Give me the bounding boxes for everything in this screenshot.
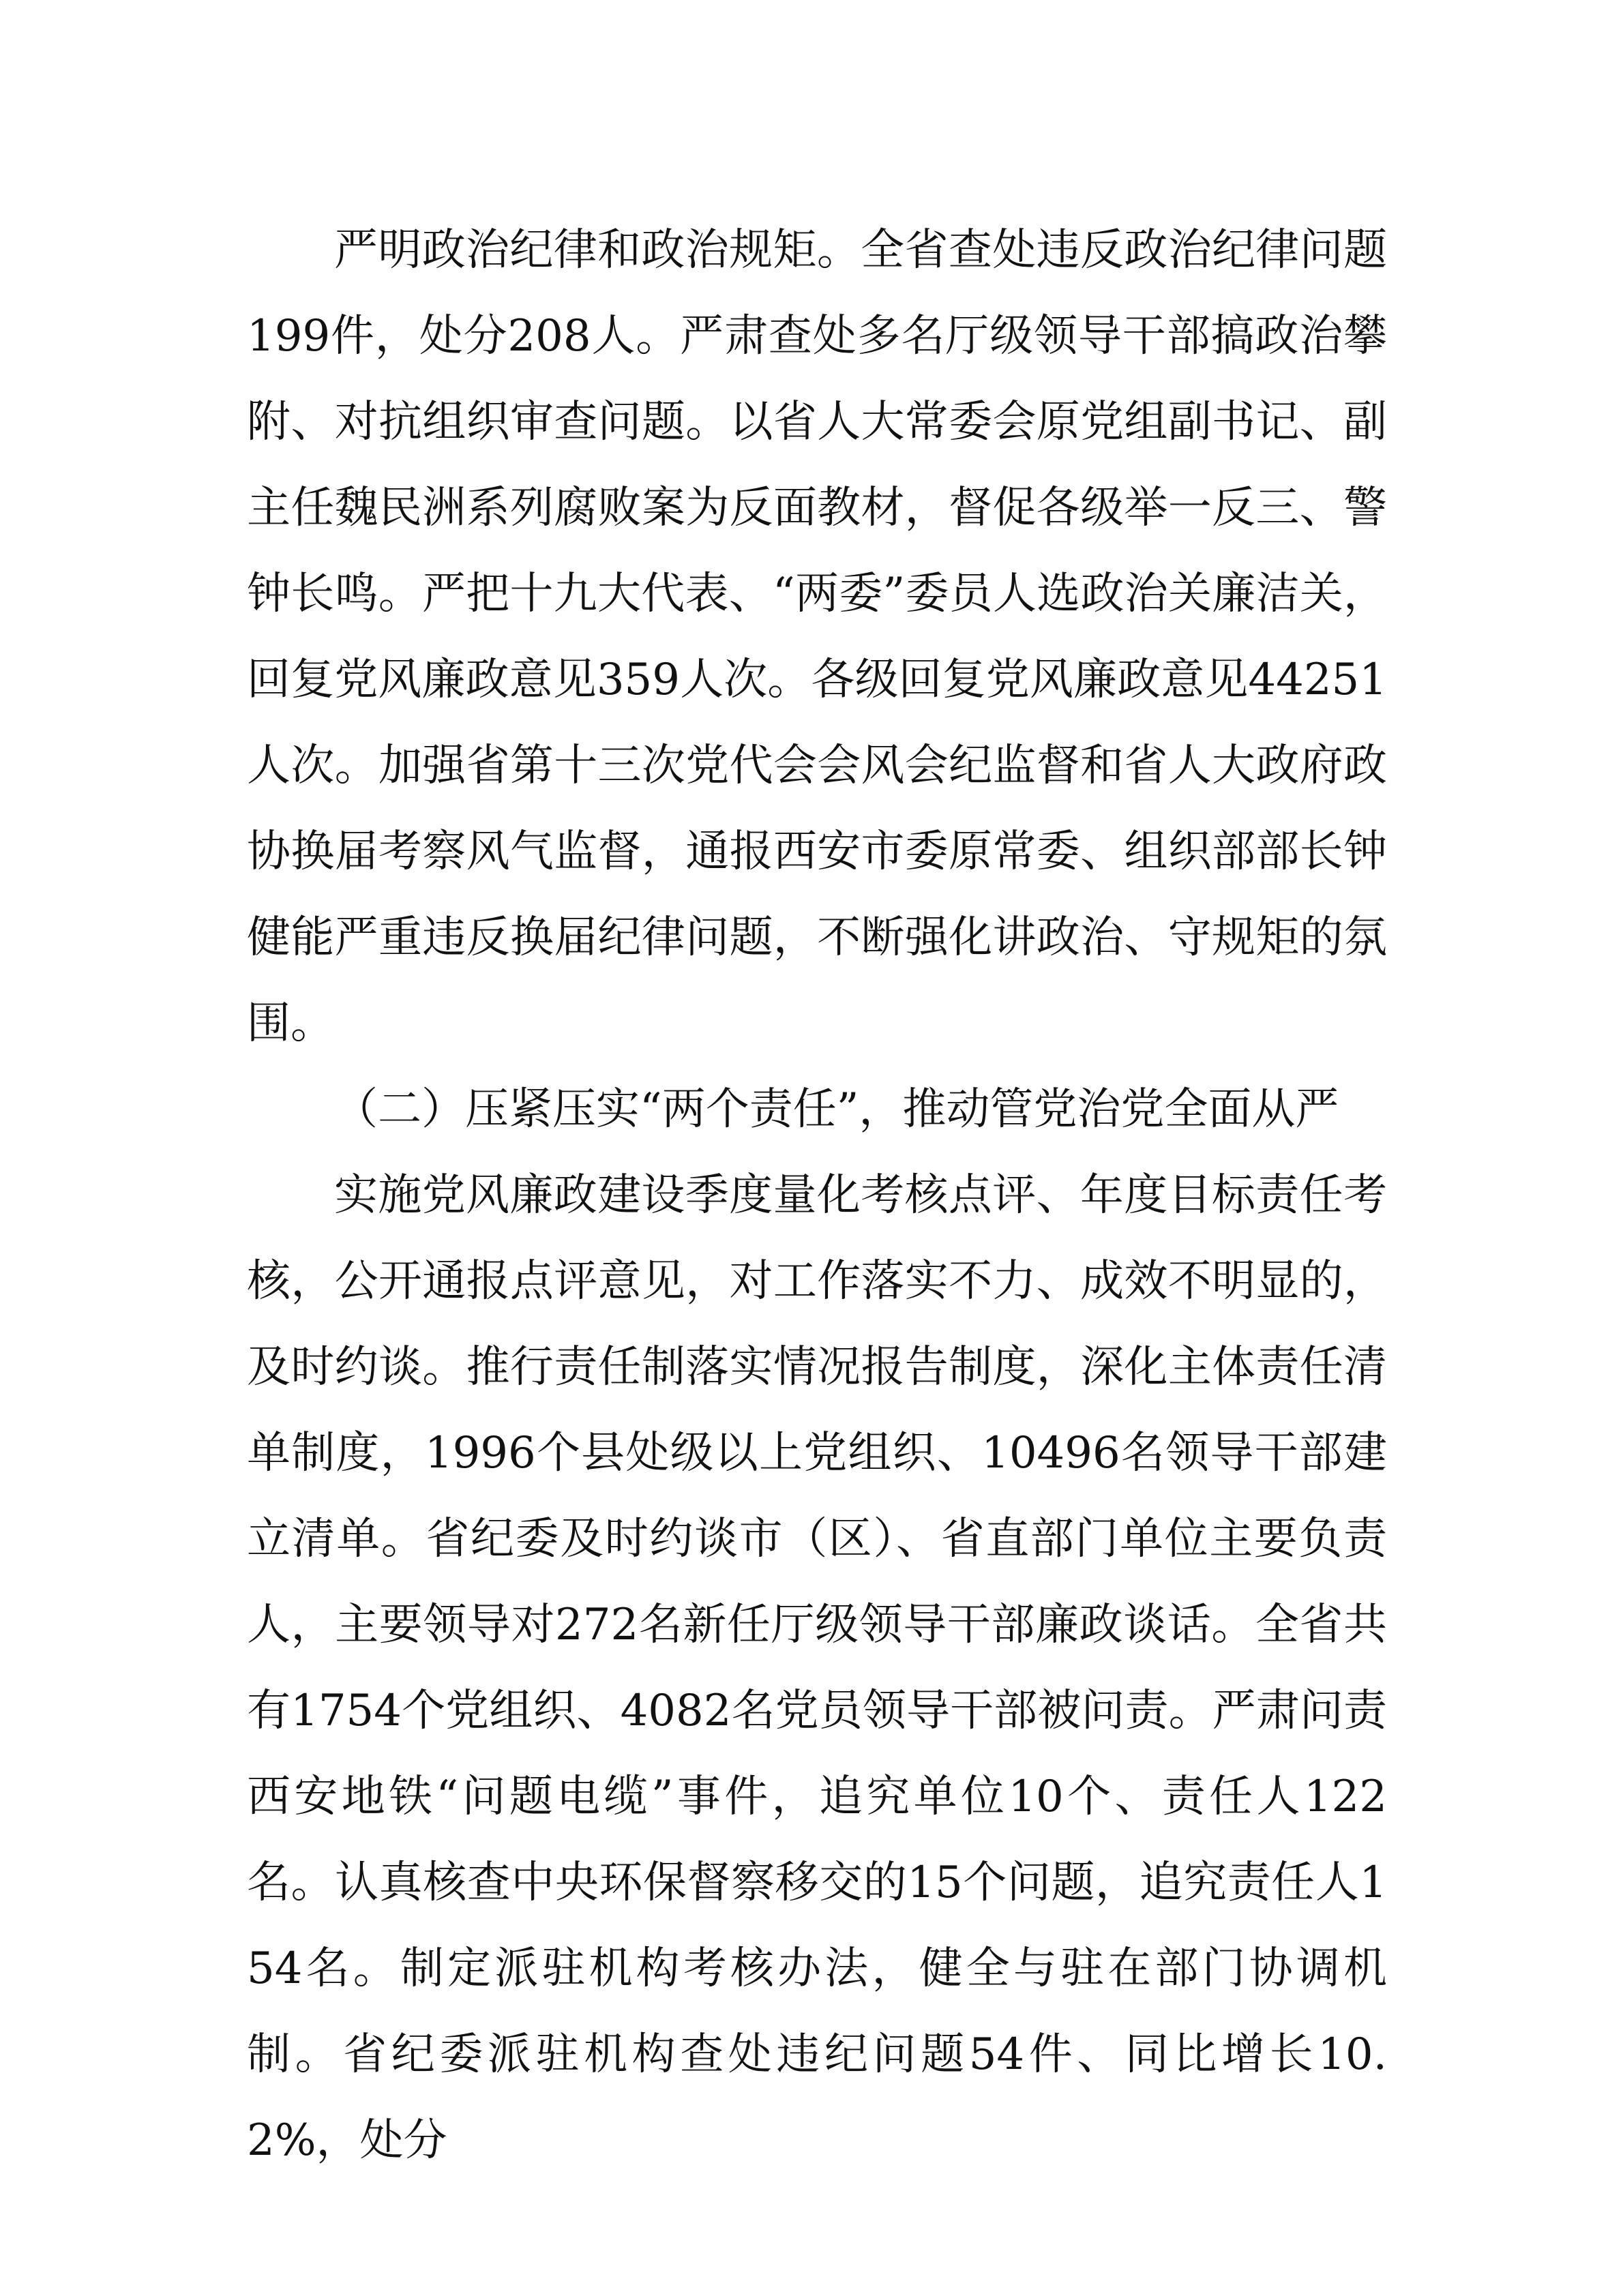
section-heading: （二）压紧压实“两个责任”，推动管党治党全面从严 [334,1084,1339,1135]
paragraph-responsibility: 实施党风廉政建设季度量化考核点评、年度目标责任考核，公开通报点评意见，对工作落实不力、成效不明显的，及时约谈。推行责任制落实情况报告制度，深化主体责任清单制度，1996个县处级以上党组织、10496名领导干部建立清单。省纪委及时约谈市（区）、省直部门单位主要负责人，主要领导对272名新任厅级领导干部廉政谈话。全省共有1754个党组织、4082名党员领导干部被问责。严肃问责西安地铁“问题电缆”事件，追究单位10个、责任人122名。认真核查中央环保督察移交的15个问题，追究责任人154名。制定派驻机构考核办法，健全与驻在部门协调机制。省纪委派驻机构查处违纪问题54件、同比增长10.2%，处分 [247,1170,1387,2166]
document-body [247,207,1387,2183]
paragraph-political-discipline: 严明政治纪律和政治规矩。全省查处违反政治纪律问题199件，处分208人。严肃查处多名厅级领导干部搞政治攀附、对抗组织审查问题。以省人大常委会原党组副书记、副主任魏民洲系列腐败案为反面教材，督促各级举一反三、警钟长鸣。严把十九大代表、“两委”委员人选政治关廉洁关，回复党风廉政意见359人次。各级回复党风廉政意见44251人次。加强省第十三次党代会会风会纪监督和省人大政府政协换届考察风气监督，通报西安市委原常委、组织部部长钟健能严重违反换届纪律问题，不断强化讲政治、守规矩的氛围。 [247,225,1387,1049]
